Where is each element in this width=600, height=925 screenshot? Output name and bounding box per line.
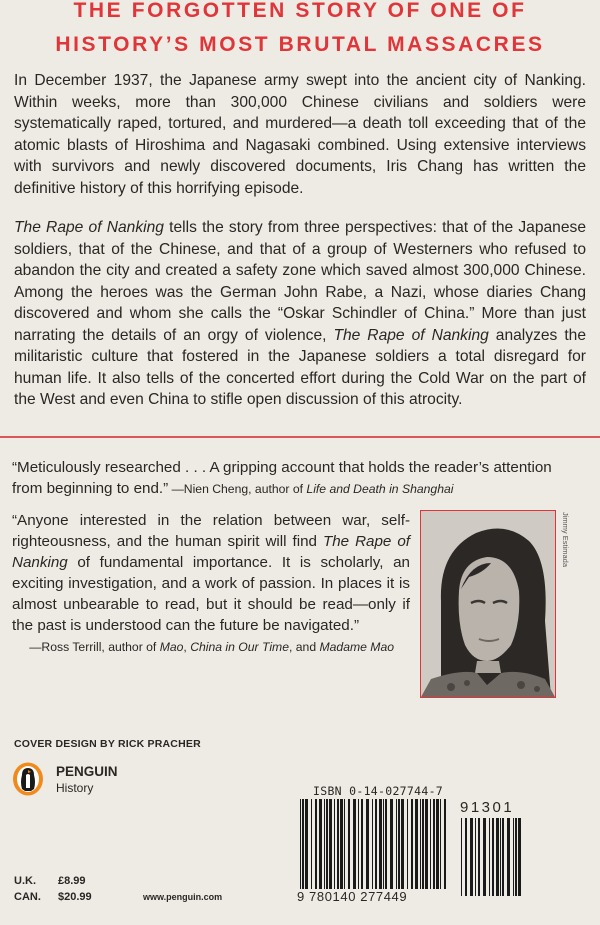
barcode-bar — [433, 799, 435, 889]
publisher-name: PENGUIN — [56, 764, 118, 779]
headline-line-1: THE FORGOTTEN STORY OF ONE OF — [73, 0, 527, 22]
barcode-bar — [348, 799, 350, 889]
price-addon-barcode — [460, 818, 523, 896]
review-quote-2 — [12, 510, 410, 656]
barcode-bar — [422, 799, 424, 889]
barcode-bar — [444, 799, 446, 889]
barcode-bar — [324, 799, 325, 889]
barcode-bar — [344, 799, 345, 889]
barcode-bar — [440, 799, 441, 889]
book-title: The Rape of Nanking — [14, 219, 164, 236]
barcode-bar — [358, 799, 359, 889]
barcode-bar — [390, 799, 393, 889]
author-portrait-image — [421, 511, 555, 697]
barcode-bar — [398, 799, 400, 889]
description-paragraph-2 — [14, 217, 586, 411]
section-divider — [0, 436, 600, 438]
barcode-bar — [300, 799, 301, 889]
barcode-bar — [329, 799, 332, 889]
isbn-barcode — [299, 799, 452, 889]
barcode-bar — [478, 818, 480, 896]
barcode-bar — [420, 799, 421, 889]
photo-credit: Jimmy Estimada — [561, 512, 570, 568]
barcode-bar — [518, 818, 521, 896]
barcode-bar — [500, 818, 501, 896]
barcode-bar — [465, 818, 467, 896]
quote-text: “Meticulously researched . . . A gripping account that holds the reader’s attention from beginning to end.” — [12, 459, 552, 497]
barcode-bar — [425, 799, 428, 889]
cover-design-credit: COVER DESIGN BY RICK PRACHER — [14, 738, 201, 750]
quote-attribution: —Nien Cheng, author of Life and Death in Shanghai — [168, 482, 454, 496]
barcode-bar — [372, 799, 373, 889]
barcode-bar — [489, 818, 490, 896]
barcode-bar — [492, 818, 494, 896]
barcode-bar — [353, 799, 356, 889]
barcode-bar — [311, 799, 312, 889]
isbn-label: ISBN 0-14-027744-7 — [313, 784, 444, 798]
author-photo — [420, 510, 556, 698]
barcode-bar — [383, 799, 384, 889]
description-paragraph-1: In December 1937, the Japanese army swept into the ancient city of Nanking. Within weeks, more than 300,000 Chinese civilians and soldiers were systematically raped, tortured, and murdered—a death toll exceeding that of the atomic blasts of Hiroshima and Nagasaki combined. Using extensive interviews with survivors and newly discovered documents, Iris Chang has written the definitive history of this horrifying episode. — [14, 72, 586, 197]
publisher-imprint: History — [56, 781, 94, 795]
penguin-logo-icon — [12, 762, 44, 796]
barcode-bar — [366, 799, 369, 889]
barcode-bar — [326, 799, 328, 889]
barcode-digits: 9 780140 277449 — [297, 889, 408, 904]
barcode-bar — [305, 799, 308, 889]
price-region: U.K. — [14, 875, 36, 887]
barcode-bar — [401, 799, 404, 889]
quote-attribution: —Ross Terrill, author of Mao, China in Our Time, and Madame Mao — [29, 640, 394, 654]
barcode-bar — [507, 818, 510, 896]
barcode-bar — [315, 799, 317, 889]
barcode-bar — [475, 818, 476, 896]
barcode-bar — [436, 799, 439, 889]
barcode-bar — [361, 799, 363, 889]
barcode-bar — [411, 799, 413, 889]
barcode-bar — [515, 818, 517, 896]
barcode-bar — [319, 799, 322, 889]
quote-text: “Anyone interested in the relation between war, self-righteousness, and the human spirit will find The Rape of Nanking of fundamental importance. It is scholarly, an exciting investigation, and a work of passion. In places it is almost unbearable to read, but it should be read—only if the past is understood can the future be navigated.” — [12, 512, 410, 634]
barcode-bar — [513, 818, 514, 896]
book-title: The Rape of Nanking — [333, 326, 489, 344]
barcode-bar — [334, 799, 335, 889]
barcode-bar — [340, 799, 343, 889]
headline-line-2: HISTORY’S MOST BRUTAL MASSACRES — [55, 33, 545, 56]
review-quote-1 — [12, 457, 584, 500]
barcode-bar — [302, 799, 304, 889]
description-text: tells the story from three perspectives: that of the Japanese soldiers, that of the Chinese, and that of a group of Westerners who refused to abandon the city and created a safety zone which saved almost 300,000 Chinese. Among the heroes was the German John Rabe, a Nazi, whose diaries Chang discovered and whom she calls the “Oskar Schindler of China.” More than just narrating the details of an orgy of violence, — [14, 219, 586, 344]
barcode-bar — [461, 818, 462, 896]
price-addon-digits: 91301 — [460, 799, 515, 816]
barcode-bar — [385, 799, 387, 889]
barcode-bar — [470, 818, 473, 896]
publisher-website: www.penguin.com — [143, 892, 223, 902]
book-title: The Rape of Nanking — [12, 533, 410, 571]
barcode-bar — [502, 818, 504, 896]
price-region: CAN. — [14, 891, 41, 903]
barcode-bar — [415, 799, 418, 889]
price-value: £8.99 — [58, 875, 86, 887]
barcode-bar — [379, 799, 382, 889]
barcode-bar — [496, 818, 499, 896]
barcode-bar — [430, 799, 431, 889]
barcode-bar — [407, 799, 408, 889]
price-value: $20.99 — [58, 891, 92, 903]
barcode-bar — [375, 799, 377, 889]
description-text: analyzes the militaristic culture that fostered in the Japanese soldiers a total disregard for human life. It also tells of the concerted effort during the Cold War on the part of the West and even China to stifle open discussion of this atrocity. — [14, 326, 586, 408]
barcode-bar — [396, 799, 397, 889]
barcode-bar — [483, 818, 486, 896]
barcode-bar — [337, 799, 339, 889]
